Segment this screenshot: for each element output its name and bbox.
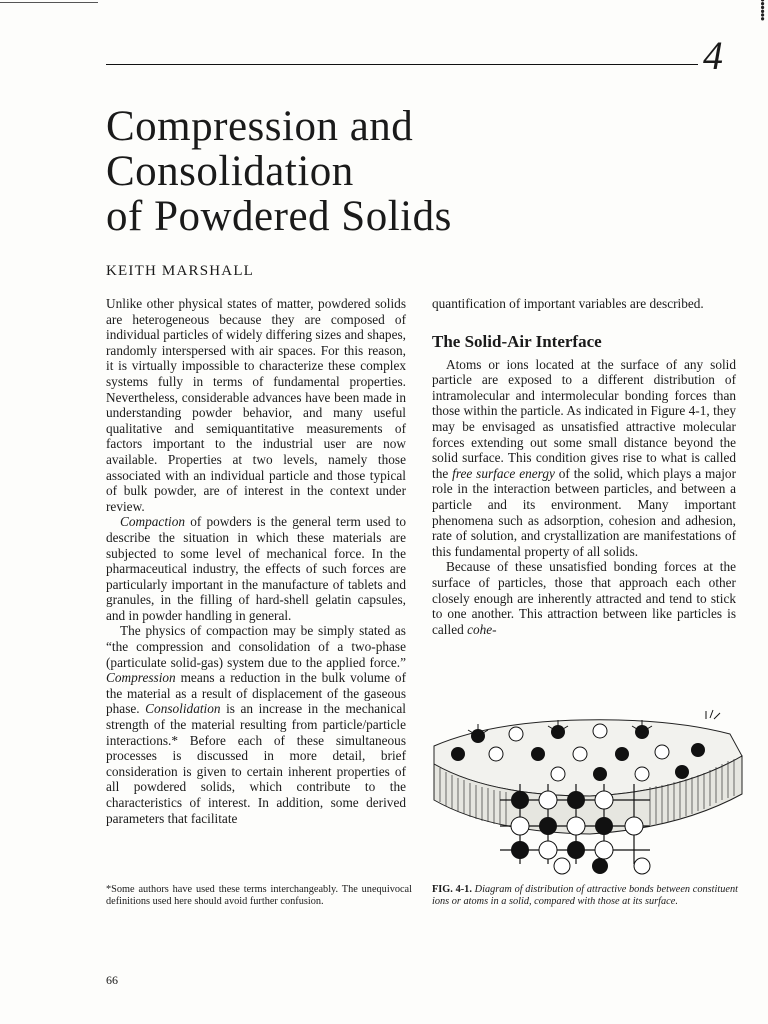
right-column (432, 296, 736, 637)
atom-open (489, 747, 503, 761)
atom-open (635, 767, 649, 781)
lattice-atom-filled (595, 817, 613, 835)
left-column (106, 296, 406, 826)
lattice-atom-open (595, 841, 613, 859)
lattice-atom-filled (539, 817, 557, 835)
title-line-3: of Powdered Solids (106, 193, 452, 240)
top-edge-line (0, 2, 98, 3)
figure-caption-text: Diagram of distribution of attractive bonds between constituent ions or atoms in a solid, compared with those at its surface. (432, 884, 738, 907)
lattice-atom-filled (592, 858, 608, 874)
corner-mark: ⸽ (760, 0, 766, 21)
lattice-atom-open (511, 817, 529, 835)
lattice-atom-open (625, 817, 643, 835)
lattice-atom-open (539, 841, 557, 859)
lattice-atom-open (539, 791, 557, 809)
lattice-atom-open (554, 858, 570, 874)
title-line-1: Compression and (106, 103, 414, 150)
page-number: 66 (106, 973, 118, 987)
lattice-atom-open (595, 791, 613, 809)
chapter-title (106, 104, 666, 239)
lattice-atom-filled (567, 841, 585, 859)
atom-filled (675, 765, 689, 779)
atom-filled (593, 767, 607, 781)
chapter-author: KEITH MARSHALL (106, 263, 255, 279)
term-compression: Compression (106, 670, 176, 686)
figure-4-1-diagram (430, 704, 746, 876)
lattice-atom-filled (567, 791, 585, 809)
atom-filled (691, 743, 705, 757)
atom-filled (615, 747, 629, 761)
atom-filled (451, 747, 465, 761)
figure-caption-label: FIG. 4-1. (432, 884, 472, 895)
left-paragraph-3-b: means a reduction in the bulk volume of the material as a result of displacement of the gaseous phase. (106, 670, 406, 717)
left-paragraph-2-text: of powders is the general term used to describe the situation in which these materials are subjected to some level of mechanical force. In the pharmaceutical industry, the effects of such forces are particularly important in the manufacture of tablets and granules, in the filling of hard-shell gelatin capsules, and in powder handling in general. (106, 514, 406, 623)
left-paragraph-2 (106, 514, 406, 623)
figure-caption (432, 884, 738, 908)
right-paragraph-2-a: Because of these unsatisfied bonding forces at the surface of particles, those that approach each other closely enough are inherently attracted and tend to stick to one another. This attraction between like particles is called (432, 559, 736, 637)
atom-open (593, 724, 607, 738)
left-paragraph-3-a: The physics of compaction may be simply stated as “the compression and consolidation of a two-phase (particulate solid-gas) system due to the applied force.” (106, 623, 406, 670)
atom-open (509, 727, 523, 741)
right-paragraph-1 (432, 357, 736, 560)
lattice-atom-open (634, 858, 650, 874)
atom-filled (531, 747, 545, 761)
left-paragraph-1: Unlike other physical states of matter, powdered solids are heterogeneous because they are composed of individual particles of widely differing sizes and shapes, randomly interspersed with air spaces. For this reason, it is virtually impossible to characterize these complex systems fully in terms of fundamental properties. Nevertheless, considerable advances have been made in understanding powder behavior, and many useful qualitative and semiquantitative measurements of factors important to the industrial user are now available. Properties at two levels, namely those associated with an individual particle and those typical of bulk powder, are of interest in the context under review. (106, 296, 406, 514)
lattice-atom-filled (511, 791, 529, 809)
right-paragraph-1-a: Atoms or ions located at the surface of any solid particle are exposed to a different distribution of intramolecular and intermolecular bonding forces than those within the particle. As indicated in Figure 4-1, they may be envisaged as unsatisfied attractive molecular forces extending out some small distance beyond the solid surface. This condition gives rise to what is called the (432, 356, 736, 481)
term-compaction: Compaction (120, 514, 186, 530)
chapter-number: 4 (703, 33, 723, 78)
lattice-atom-open (567, 817, 585, 835)
title-line-2: Consolidation (106, 148, 354, 195)
footnote: *Some authors have used these terms interchangeably. The unequivocal definitions used here should avoid further confusion. (106, 884, 412, 907)
right-paragraph-0: quantification of important variables are described. (432, 296, 704, 311)
term-free-surface-energy: free surface energy (452, 465, 555, 481)
term-cohe: cohe- (467, 621, 497, 637)
left-paragraph-3 (106, 623, 406, 826)
term-consolidation: Consolidation (145, 701, 221, 717)
lattice-atom-filled (511, 841, 529, 859)
atom-open (551, 767, 565, 781)
left-paragraph-3-c: is an increase in the mechanical strength of the material resulting from particle/particle interactions.* Before each of these simultaneous processes is discussed in more detail, brief consideration is given to certain inherent properties of all powdered solids, which contribute to the characteristics of interest. In addition, some derived parameters that facilitate (106, 701, 406, 826)
chapter-rule (106, 64, 698, 65)
section-heading: The Solid-Air Interface (432, 331, 602, 351)
atom-open (573, 747, 587, 761)
right-paragraph-1-b: of the solid, which plays a major role in the interaction between particles, and between a particle and its environment. Many important phenomena such as adsorption, cohesion and adhesion, rate of solution, and crystallization are manifestations of this fundamental property of all solids. (432, 465, 736, 559)
right-paragraph-2 (432, 559, 736, 637)
atom-open (655, 745, 669, 759)
